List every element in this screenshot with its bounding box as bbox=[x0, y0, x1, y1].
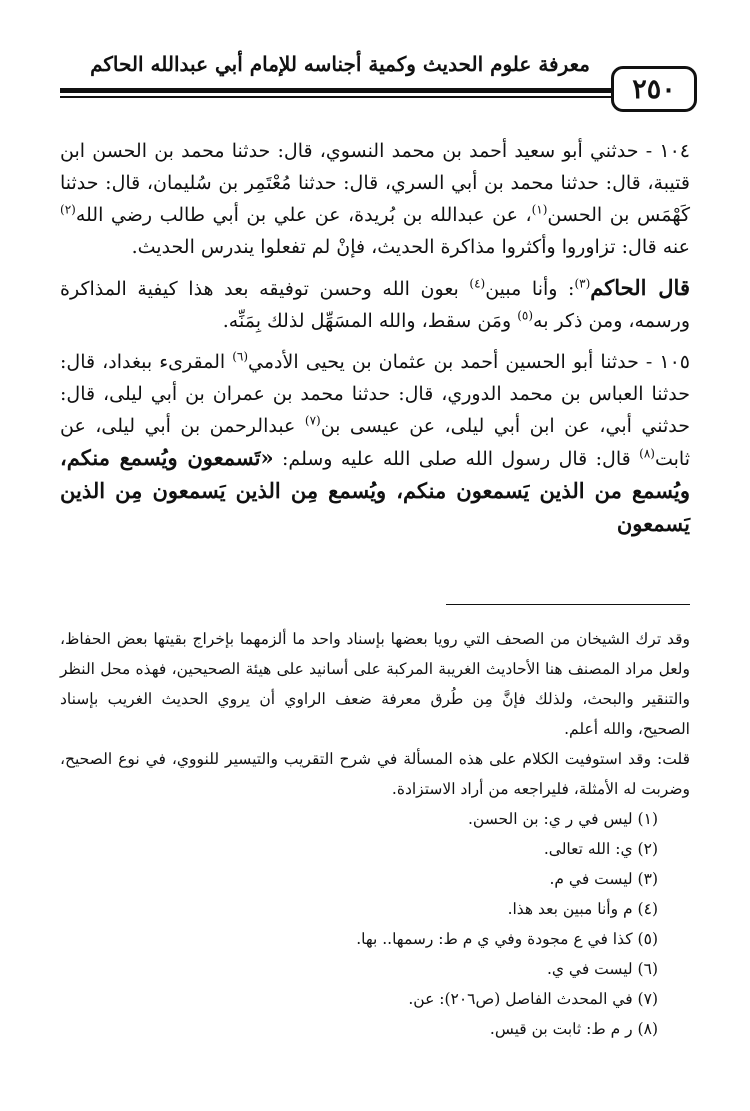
footnote-5: (٥) كذا في ع مجودة وفي ي م ط: رسمها.. بها. bbox=[356, 930, 658, 948]
footnote-ref-4: (٤) bbox=[469, 276, 486, 291]
footnote-ref-5: (٥) bbox=[517, 308, 534, 323]
main-text bbox=[60, 135, 690, 550]
running-header-title: معرفة علوم الحديث وكمية أجناسه للإمام أبي عبدالله الحاكم bbox=[90, 52, 590, 76]
hadith-104: ١٠٤ - حدثني أبو سعيد أحمد بن محمد النسوي، قال: حدثنا محمد بن الحسن ابن قتيبة، قال: حدثنا محمد بن أبي السري، قال: حدثنا مُعْتَمِر بن سُليمان، قال: حدثنا كَهْمَس بن الحسن$^{(١)}$، عن عبدالله بن بُريدة، عن علي بن أبي طالب رضي الله$^{(٢)}$ عنه قال: تزاوروا وأكثروا مذاكرة الحديث، فإنْ لم تفعلوا يندرس الحديث. bbox=[60, 140, 691, 258]
footnote-8: (٨) ر م ط: ثابت بن قيس. bbox=[489, 1020, 658, 1038]
footnote-separator bbox=[446, 604, 690, 605]
hakim-label: قال الحاكم bbox=[590, 275, 690, 300]
footnote-ref-8: (٨) bbox=[639, 446, 655, 461]
footnote-ref-7: (٧) bbox=[304, 413, 321, 428]
hadith-105: ١٠٥ - حدثنا أبو الحسين أحمد بن عثمان بن يحيى الأدمي$^{(٦)}$ المقرىء ببغداد، قال: حدثنا العباس بن محمد الدوري، قال: حدثنا محمد بن عمران بن أبي ليلى، قال: حدثني أبي، عن ابن أبي ليلى، عن عيسى بن$^{(٧)}$ عبدالرحمن بن أبي ليلى، عن ثابت$^{(٨)}$ قال: قال رسول الله صلى الله عليه وسلم: «تَسمعون ويُسمع منكم، ويُسمع من الذين يَسمعون منكم، ويُسمع مِن الذين يَسمعون مِن الذين يَسمعون bbox=[60, 349, 691, 536]
footnote-continuation-2: قلت: وقد استوفيت الكلام على هذه المسألة في شرح التقريب والتيسير للنووي، في نوع الصحيح، وضربت له الأمثلة، فليراجعه من أراد الاستزادة. bbox=[60, 750, 690, 798]
header-rule-thin bbox=[60, 96, 620, 98]
page-number-badge: ٢٥٠ bbox=[611, 66, 697, 112]
prophetic-quote: «تَسمعون ويُسمع منكم، ويُسمع من الذين يَسمعون منكم، ويُسمع مِن الذين يَسمعون مِن الذين يَسمعون bbox=[60, 445, 690, 536]
footnote-4: (٤) م وأنا مبين بعد هذا. bbox=[507, 900, 658, 918]
footnote-3: (٣) ليست في م. bbox=[549, 870, 658, 888]
header-rule-thick bbox=[60, 88, 620, 93]
footnote-ref-1: (١) bbox=[531, 202, 548, 217]
footnote-7: (٧) في المحدث الفاصل (ص٢٠٦): عن. bbox=[408, 990, 658, 1008]
footnote-2: (٢) ي: الله تعالى. bbox=[543, 840, 658, 858]
footnotes bbox=[60, 624, 690, 1044]
footnote-ref-2: (٢) bbox=[60, 202, 76, 217]
footnote-ref-6: (٦) bbox=[232, 349, 249, 364]
hakim-comment: قال الحاكم$^{(٣)}$: وأنا مبين$^{(٤)}$ بعون الله وحسن توفيقه بعد هذا كيفية المذاكرة ورسمه، ومن ذكر به$^{(٥)}$ ومَن سقط، والله المسَهِّل لذلك بِمَنِّه. bbox=[60, 275, 690, 332]
footnote-1: (١) ليس في ر ي: بن الحسن. bbox=[467, 810, 658, 828]
footnote-6: (٦) ليست في ي. bbox=[546, 960, 658, 978]
footnote-ref-3: (٣) bbox=[574, 276, 591, 291]
footnote-continuation: وقد ترك الشيخان من الصحف التي رويا بعضها بإسناد واحد ما ألزمهما بإخراج بقيتها بعض الحفاظ، ولعل مراد المصنف هنا الأحاديث الغريبة المركبة على أسانيد على هيئة الصحيحين، فهذه محل النظر والتنقير والبحث، ولذلك فإنَّ مِن طُرق معرفة ضعف الراوي أن يروي الحديث الغريب بإسناد الصحيح، والله أعلم. bbox=[60, 630, 690, 738]
